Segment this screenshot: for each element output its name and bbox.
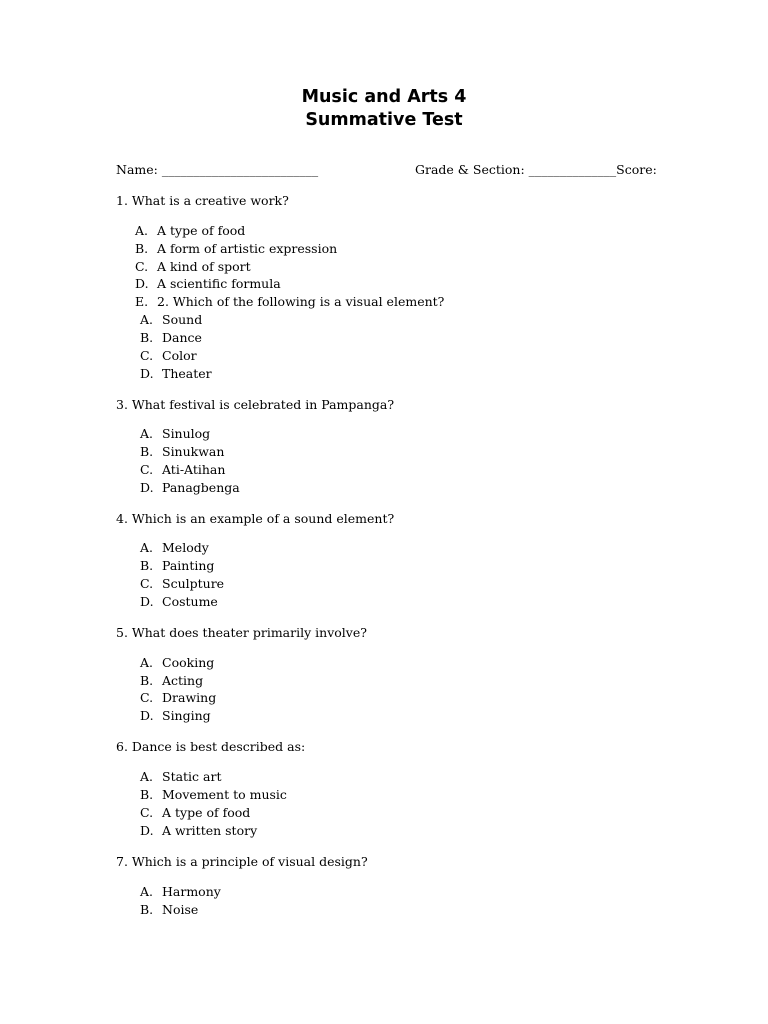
option-letter: A.	[135, 223, 149, 238]
option-letter: D.	[140, 594, 154, 609]
option-text: Drawing	[162, 690, 217, 705]
option-letter: D.	[135, 276, 149, 291]
document-title: Music and Arts 4	[301, 87, 467, 107]
option-letter: B.	[135, 241, 149, 256]
option-text: Noise	[162, 902, 199, 917]
grade-section-score-field: Grade & Section: ______________Score:	[415, 162, 657, 177]
option-letter: D.	[140, 480, 154, 495]
option-text: A written story	[162, 823, 258, 838]
option-text: A type of food	[162, 805, 251, 820]
option-text: Ati-Atihan	[162, 462, 226, 477]
option-letter: E.	[135, 294, 149, 309]
option-text: Movement to music	[162, 787, 287, 802]
option-letter: A.	[140, 540, 154, 555]
document-subtitle: Summative Test	[305, 110, 463, 130]
name-field: Name: _________________________	[116, 162, 319, 177]
option-letter: A.	[140, 426, 154, 441]
option-text: Theater	[162, 366, 212, 381]
option-text: Cooking	[162, 655, 215, 670]
option-letter: C.	[140, 462, 154, 477]
option-text: A scientific formula	[157, 276, 281, 291]
option-letter: B.	[140, 787, 154, 802]
option-text: A form of artistic expression	[157, 241, 338, 256]
option-text: A kind of sport	[157, 259, 251, 274]
option-letter: C.	[135, 259, 149, 274]
option-text: A type of food	[157, 223, 246, 238]
option-text: Acting	[162, 673, 204, 688]
option-text: Singing	[162, 708, 211, 723]
option-letter: B.	[140, 330, 154, 345]
question-6: 6. Dance is best described as:	[116, 739, 306, 754]
option-letter: A.	[140, 312, 154, 327]
option-letter: C.	[140, 576, 154, 591]
option-letter: D.	[140, 823, 154, 838]
option-text: Melody	[162, 540, 209, 555]
option-letter: B.	[140, 673, 154, 688]
option-text: Dance	[162, 330, 202, 345]
option-text: Harmony	[162, 884, 221, 899]
option-text: Sinulog	[162, 426, 211, 441]
option-text: Static art	[162, 769, 222, 784]
option-letter: C.	[140, 805, 154, 820]
option-text: 2. Which of the following is a visual element?	[157, 294, 445, 309]
option-letter: D.	[140, 708, 154, 723]
option-letter: C.	[140, 690, 154, 705]
option-letter: C.	[140, 348, 154, 363]
option-letter: A.	[140, 769, 154, 784]
question-3: 3. What festival is celebrated in Pampanga?	[116, 397, 395, 412]
option-text: Color	[162, 348, 197, 363]
question-5: 5. What does theater primarily involve?	[116, 625, 367, 640]
question-4: 4. Which is an example of a sound element?	[116, 511, 395, 526]
question-1: 1. What is a creative work?	[116, 193, 289, 208]
option-text: Sinukwan	[162, 444, 225, 459]
option-text: Panagbenga	[162, 480, 240, 495]
option-text: Sculpture	[162, 576, 225, 591]
option-letter: B.	[140, 558, 154, 573]
option-letter: A.	[140, 655, 154, 670]
option-letter: B.	[140, 902, 154, 917]
option-text: Costume	[162, 594, 218, 609]
question-7: 7. Which is a principle of visual design?	[116, 854, 368, 869]
option-letter: B.	[140, 444, 154, 459]
option-text: Sound	[162, 312, 203, 327]
option-letter: D.	[140, 366, 154, 381]
option-text: Painting	[162, 558, 215, 573]
option-letter: A.	[140, 884, 154, 899]
